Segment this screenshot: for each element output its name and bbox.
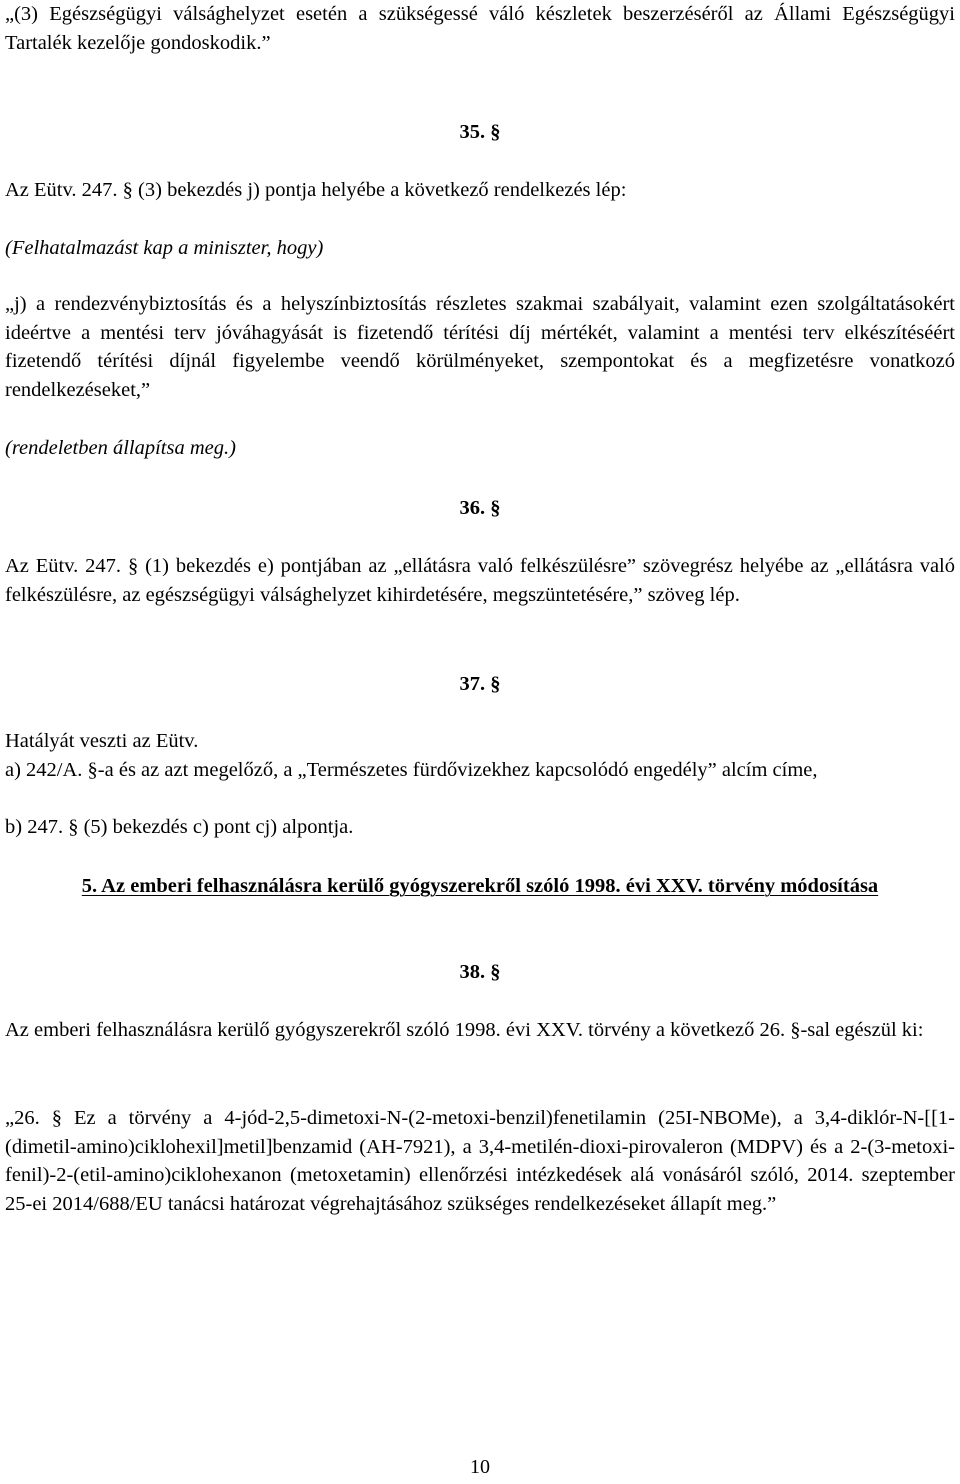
section-36-number: 36. § (459, 497, 501, 519)
section-37-line-3: b) 247. § (5) bekezdés c) pont cj) alpontja. (5, 816, 354, 838)
page-number: 10 (470, 1456, 490, 1478)
chapter-5-heading: 5. Az emberi felhasználásra kerülő gyógyszerekről szóló 1998. évi XXV. törvény módosítása (81, 875, 879, 897)
section-36-body: Az Eütv. 247. § (1) bekezdés e) pontjában az „ellátásra való felkészülésre” szövegrész helyébe az „ellátásra való felkészülésre, az egészségügyi válsághelyzet kihirdetésére, megszüntetésére,” szöveg lép. (5, 555, 955, 606)
section-35-body: „j) a rendezvénybiztosítás és a helyszínbiztosítás részletes szakmai szabályait, valamint ezen szolgáltatásokért ideértve a mentési terv jóváhagyását is fizetendő térítési díj mértékét, valamint a mentési terv elkészítéséért fizetendő térítési díjnál figyelembe veendő körülményeket, szempontokat és a megfizetésre vonatkozó rendelkezéseket,” (5, 293, 955, 401)
section-38-number: 38. § (459, 961, 501, 983)
section-35-italic-close: (rendeletben állapítsa meg.) (5, 437, 236, 459)
section-35-italic-open: (Felhatalmazást kap a miniszter, hogy) (5, 237, 324, 259)
section-38-intro: Az emberi felhasználásra kerülő gyógyszerekről szóló 1998. évi XXV. törvény a következő 26. §-sal egészül ki: (5, 1019, 924, 1041)
section-35-number: 35. § (459, 121, 501, 143)
section-37-number: 37. § (459, 673, 501, 695)
section-35-intro: Az Eütv. 247. § (3) bekezdés j) pontja helyébe a következő rendelkezés lép: (5, 179, 627, 201)
section-37-line-1: Hatályát veszti az Eütv. (5, 730, 199, 752)
section-37-line-2: a) 242/A. §-a és az azt megelőző, a „Természetes fürdővizekhez kapcsolódó engedély” alcím címe, (5, 759, 818, 781)
intro-paragraph: „(3) Egészségügyi válsághelyzet esetén a szükségessé váló készletek beszerzéséről az Állami Egészségügyi Tartalék kezelője gondoskodik.” (5, 3, 955, 54)
section-38-body: „26. § Ez a törvény a 4-jód-2,5-dimetoxi-N-(2-metoxi-benzil)fenetilamin (25I-NBOMe), a 3,4-diklór-N-[[1-(dimetil-amino)ciklohexil]metil]benzamid (AH-7921), a 3,4-metilén-dioxi-pirovaleron (MDPV) és a 2-(3-metoxi-fenil)-2-(etil-amino)ciklohexanon (metoxetamin) ellenőrzési intézkedések alá vonásáról szóló, 2014. szeptember 25-ei 2014/688/EU tanácsi határozat végrehajtásához szükséges rendelkezéseket állapít meg.” (5, 1107, 955, 1215)
